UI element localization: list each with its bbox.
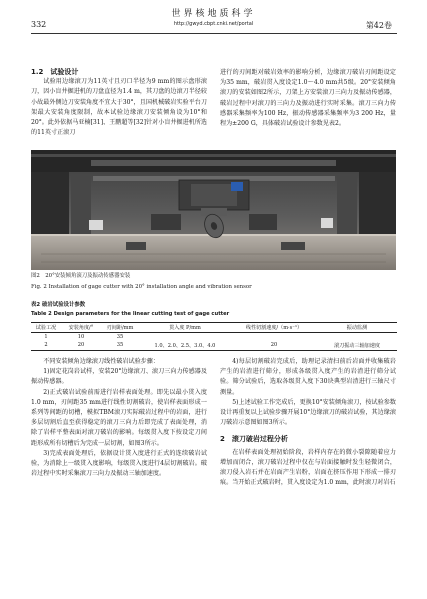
- table-caption-cn: 表2 破岩试验设计参数: [31, 302, 86, 308]
- table-cell: 1: [44, 333, 48, 340]
- paragraph: 1)固定花岗岩试样，安装20°边缘滚刀、滚刀三向力传感器及振动传感器。: [31, 368, 207, 386]
- left-column: [31, 67, 207, 138]
- header-rule: [31, 33, 397, 34]
- section-heading-2: 2 滚刀破岩过程分析: [220, 435, 288, 444]
- paragraph: 3)完成表面处理后，依据设计贯入度进行正式的连续破岩试验，为消除上一级贯入度影响，每级贯入度进行4层切割破岩。破岩过程中实时采集滚刀三向力及振动三轴加速度。: [31, 449, 207, 478]
- paragraph: 试验用边缘滚刀为11英寸且刃口半径为9 mm的图示盘形滚刀，因小盲井掘进机的刀盘直径为1.4 m，其刀盘的边滚刀半径较小故最外侧边刀安装角度不宜大于30°，且国机械破岩实验平台刀架最大安装角度限制，故本试验边缘滚刀安装倾角设为10°和20°。此外依据马亚楠[31]、王鹏超等[32]针对小盲井掘进机所选的11英寸正滚刀: [31, 78, 207, 137]
- paragraph: 进行的刃间距对破岩效率的影响分析，边缘滚刀破岩刃间距设定为35 mm，破岩贯入度设定1.0～4.0 mm共5级。20°安装倾角滚刀的安装如图2所示，刀架上方安装滚刀三向力及振动传感器，破岩过程中对滚刀的三向力及振动进行实时采集。滚刀三向力传感器采集频率为100 Hz，振动传感器采集频率为3 200 Hz，量程为±200 G，具体破岩试验设计参数见表2。: [220, 69, 396, 128]
- table-cell: [231, 332, 317, 341]
- table-cell: [317, 332, 397, 341]
- table-cell: 35: [116, 342, 124, 349]
- column-header: 贯入度 P/mm: [169, 324, 201, 331]
- paragraph: 4)每层切割破岩完成后，助理记录清扫前后岩面并收集破岩产生的岩渣进行筛分，形成各级贯入度产生的岩渣进行筛分试验。筛分试验后，选取各级贯入度下30块典型岩渣进行三轴尺寸测量。: [220, 358, 396, 396]
- table-cell: 35: [116, 333, 124, 340]
- paragraph: 2)正式破岩试验前需进行岩样表面处理。即先以最小贯入度1.0 mm，刃间距35 mm进行线性切割破岩，使岩样表面形成一系列等间距的切槽，模拟TBM滚刀实际破岩过程中的岩面，进行多层切割后直至获得稳定的滚刀三向力后即完成了表面处理，消除了岩样平整表面对滚刀破岩的影响。每级贯入度下按设定刀间距形成所有切槽后为完成一层切割，如图3所示。: [31, 388, 207, 447]
- table-cell: 1.0、2.0、2.5、3.0、4.0: [154, 342, 216, 349]
- journal-title: 世界核地质科学: [171, 9, 256, 19]
- table-cell: 10: [77, 333, 85, 340]
- test-parameters-table: [31, 322, 397, 351]
- table-row: [31, 332, 397, 341]
- table-row: [31, 341, 397, 350]
- volume-label: 第42卷: [365, 21, 392, 30]
- cutter-installation-image: [31, 150, 396, 270]
- column-header: 安装角度/°: [68, 324, 94, 331]
- journal-url: http://gwyd.cbpt.cnki.net/portal: [173, 21, 254, 27]
- page-number: 332: [31, 20, 47, 29]
- paragraph: 5)上述试验工作完成后，更换10°安装倾角滚刀，按试验参数设计再重复以上试验步骤开展10°边缘滚刀的破岩试验，其边缘滚刀破岩示意图如图3所示。: [220, 398, 396, 427]
- table-cell: 20: [77, 342, 85, 349]
- table-cell: 滚刀振动三轴加速度: [334, 342, 380, 349]
- table-caption-en: Table 2 Design parameters for the linear cutting test of gage cutter: [31, 311, 230, 317]
- table-cell: 20: [270, 342, 278, 349]
- column-header: 线性切割速度/（m·s⁻¹）: [245, 324, 303, 331]
- lower-left-column: [31, 357, 207, 479]
- installation-photo: [31, 150, 396, 270]
- section-heading-1-2: 1.2 试验设计: [31, 68, 79, 76]
- column-header: 振动监测: [346, 324, 368, 331]
- table-cell: 2: [44, 342, 48, 349]
- paragraph: 不同安装倾角边缘滚刀线性破岩试验步骤：: [43, 358, 159, 365]
- right-column: [220, 68, 396, 129]
- column-header: 刃间距/mm: [106, 324, 134, 331]
- figure-caption-en: Fig. 2 Installation of gage cutter with 20° installation angle and vibration sensor: [31, 284, 252, 290]
- paragraph: 在岩样表面处理初始阶段，岩样内存在的微小裂隙随着应力增加而闭合，滚刀破岩过程中仅在与岩面接触时发生轻微闭合，滚刀侵入岩石并在岩面产生岩粉，岩面在挤压作用下形成一排刃痕。当开始正式破岩时，贯入度设定为1.0 mm，此时滚刀对岩石: [220, 448, 396, 487]
- figure-caption-cn: 图2 20°安装倾角滚刀及振动传感器安装: [31, 273, 131, 279]
- table-cell: [139, 332, 231, 341]
- table-header-row: [31, 323, 397, 333]
- column-header: 试验工况: [35, 324, 57, 331]
- lower-right-column: [220, 357, 396, 488]
